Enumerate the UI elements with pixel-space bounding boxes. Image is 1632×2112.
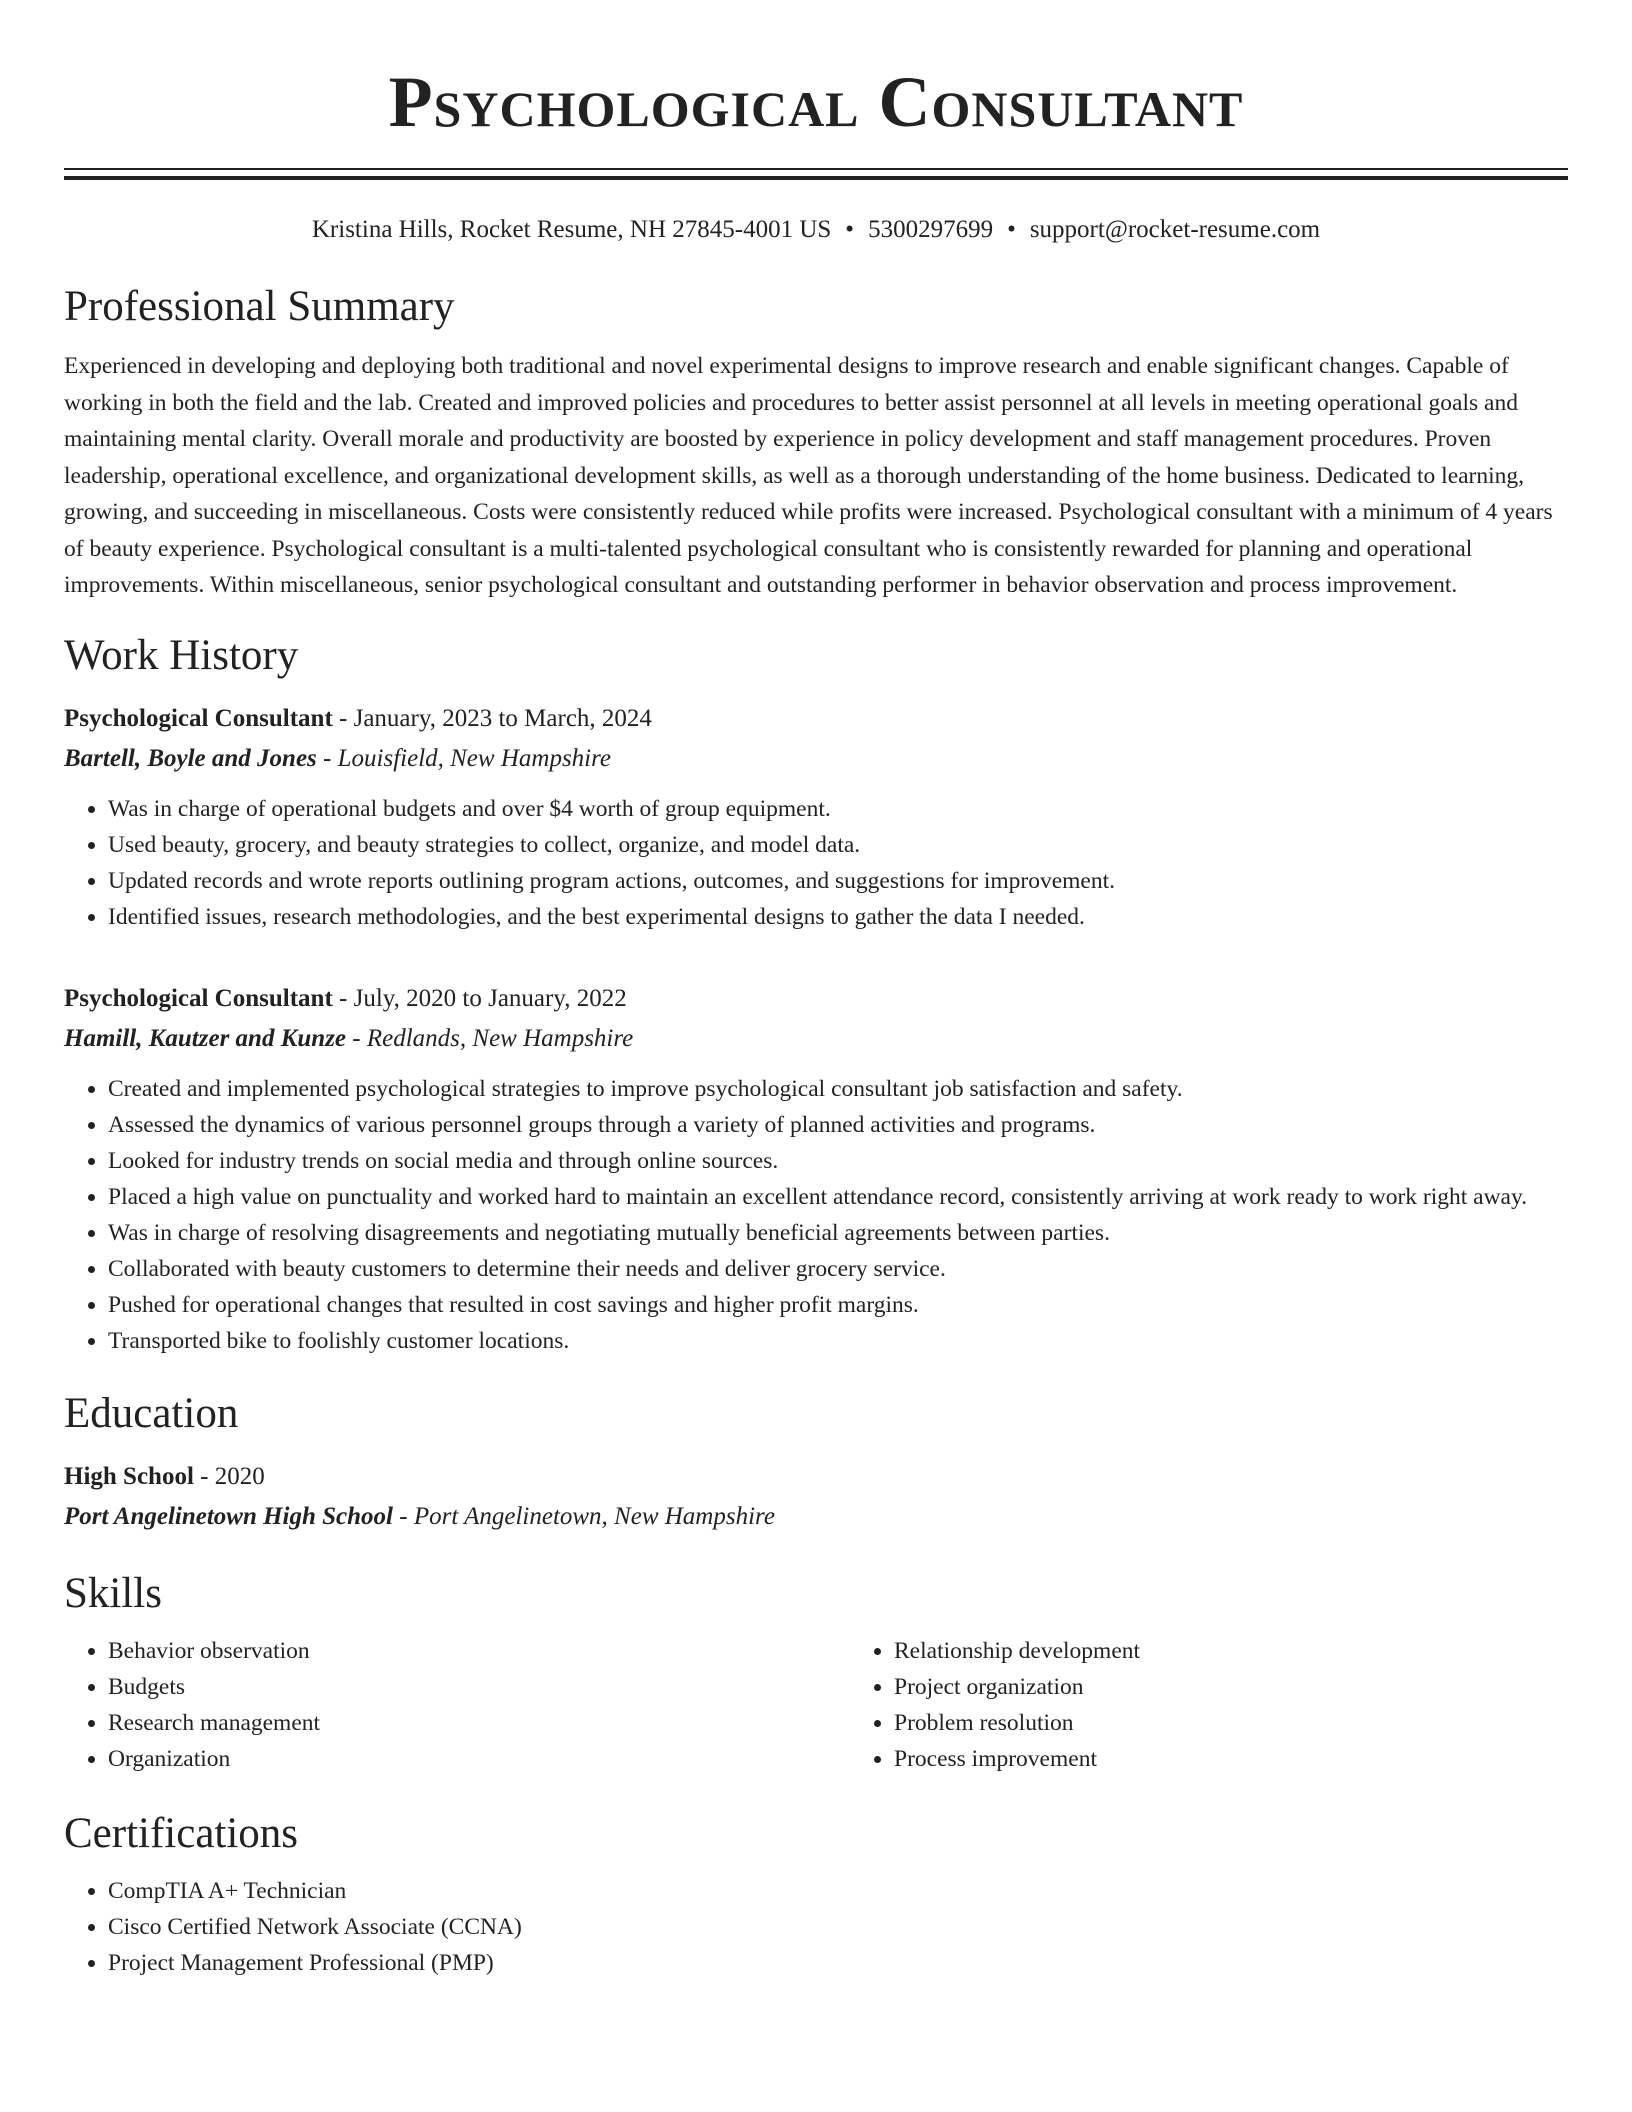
contact-email: support@rocket-resume.com xyxy=(1029,216,1321,243)
job-company: Hamill, Kautzer and Kunze xyxy=(64,1024,347,1052)
job-company: Bartell, Boyle and Jones xyxy=(64,744,317,772)
job-title-line xyxy=(64,699,1568,739)
list-item: • Problem resolution xyxy=(894,1705,1632,1741)
work-history-heading: Work History xyxy=(64,631,299,679)
contact-line xyxy=(64,214,1568,246)
job-location: - Redlands, New Hampshire xyxy=(346,1024,634,1052)
summary-text: Experienced in developing and deploying both traditional and novel experimental designs to improve research and enable significant changes. Capable of working in both the field and the lab. Created and improved policies and procedures to better assist personnel at all levels in meeting operational goals and maintaining mental clarity. Overall morale and productivity are boosted by experience in policy development and staff management procedures. Proven leadership, operational excellence, and organizational development skills, as well as a thorough understanding of the home business. Dedicated to learning, growing, and succeeding in miscellaneous. Costs were consistently reduced while profits were increased. Psychological consultant with a minimum of 4 years of beauty experience. Psychological consultant is a multi-talented psychological consultant who is consistently rewarded for planning and operational improvements. Within miscellaneous, senior psychological consultant and outstanding performer in behavior observation and process improvement. xyxy=(64,353,1553,598)
list-item: • Transported bike to foolishly customer locations. xyxy=(108,1323,1568,1359)
list-item: • Was in charge of resolving disagreements and negotiating mutually beneficial agreements between parties. xyxy=(108,1215,1568,1251)
job-bullets xyxy=(64,791,1568,935)
skills-column-left xyxy=(64,1633,850,1777)
list-item: • Project organization xyxy=(894,1669,1632,1705)
job-title-line xyxy=(64,979,1568,1019)
list-item: • Identified issues, research methodologies, and the best experimental designs to gather the data I needed. xyxy=(108,899,1568,935)
list-item: • Organization xyxy=(108,1741,850,1777)
title-divider xyxy=(64,168,1568,180)
job-role: Psychological Consultant xyxy=(64,704,333,732)
skills-column-right xyxy=(850,1633,1632,1777)
list-item: • Created and implemented psychological strategies to improve psychological consultant job satisfaction and safety. xyxy=(108,1071,1568,1107)
list-item: • Relationship development xyxy=(894,1633,1632,1669)
contact-phone: 5300297699 xyxy=(868,216,994,243)
list-item: • Project Management Professional (PMP) xyxy=(108,1945,1568,1981)
summary-heading: Professional Summary xyxy=(64,283,455,330)
list-item: • CompTIA A+ Technician xyxy=(108,1873,1568,1909)
education-school: Port Angelinetown High School xyxy=(64,1502,394,1530)
list-item: • Collaborated with beauty customers to determine their needs and deliver grocery service. xyxy=(108,1251,1568,1287)
job-entry xyxy=(64,699,1568,935)
contact-separator: • xyxy=(1007,216,1016,243)
list-item: • Budgets xyxy=(108,1669,850,1705)
education-heading: Education xyxy=(64,1389,239,1437)
education-location: - Port Angelinetown, New Hampshire xyxy=(393,1502,775,1530)
job-bullets xyxy=(64,1071,1568,1359)
list-item: • Process improvement xyxy=(894,1741,1632,1777)
list-item: • Looked for industry trends on social media and through online sources. xyxy=(108,1143,1568,1179)
job-role: Psychological Consultant xyxy=(64,984,333,1012)
job-location: - Louisfield, New Hampshire xyxy=(316,744,612,772)
education-degree: High School xyxy=(64,1462,194,1490)
education-school-line xyxy=(64,1497,1568,1537)
education-degree-line xyxy=(64,1457,1568,1497)
list-item: • Behavior observation xyxy=(108,1633,850,1669)
list-item: • Placed a high value on punctuality and worked hard to maintain an excellent attendance record, consistently arriving at work ready to work right away. xyxy=(108,1179,1568,1215)
job-entry xyxy=(64,979,1568,1359)
education-entry xyxy=(64,1457,1568,1537)
skills-grid xyxy=(64,1633,1568,1777)
job-dates: - July, 2020 to January, 2022 xyxy=(332,984,627,1012)
list-item: • Research management xyxy=(108,1705,850,1741)
skills-heading: Skills xyxy=(64,1569,162,1617)
certifications-list xyxy=(64,1873,1568,1981)
job-dates: - January, 2023 to March, 2024 xyxy=(332,704,652,732)
list-item: • Updated records and wrote reports outlining program actions, outcomes, and suggestions for improvement. xyxy=(108,863,1568,899)
list-item: • Assessed the dynamics of various personnel groups through a variety of planned activities and programs. xyxy=(108,1107,1568,1143)
contact-address: Kristina Hills, Rocket Resume, NH 27845-4001 US xyxy=(311,216,832,243)
education-year: - 2020 xyxy=(193,1462,265,1490)
list-item: • Was in charge of operational budgets and over $4 worth of group equipment. xyxy=(108,791,1568,827)
job-company-line xyxy=(64,1019,1568,1059)
contact-separator: • xyxy=(845,216,855,243)
list-item: • Cisco Certified Network Associate (CCNA) xyxy=(108,1909,1568,1945)
list-item: • Pushed for operational changes that resulted in cost savings and higher profit margins. xyxy=(108,1287,1568,1323)
job-company-line xyxy=(64,739,1568,779)
resume-title: Psychological Consultant xyxy=(388,62,1244,142)
certifications-heading: Certifications xyxy=(64,1809,299,1857)
list-item: • Used beauty, grocery, and beauty strategies to collect, organize, and model data. xyxy=(108,827,1568,863)
